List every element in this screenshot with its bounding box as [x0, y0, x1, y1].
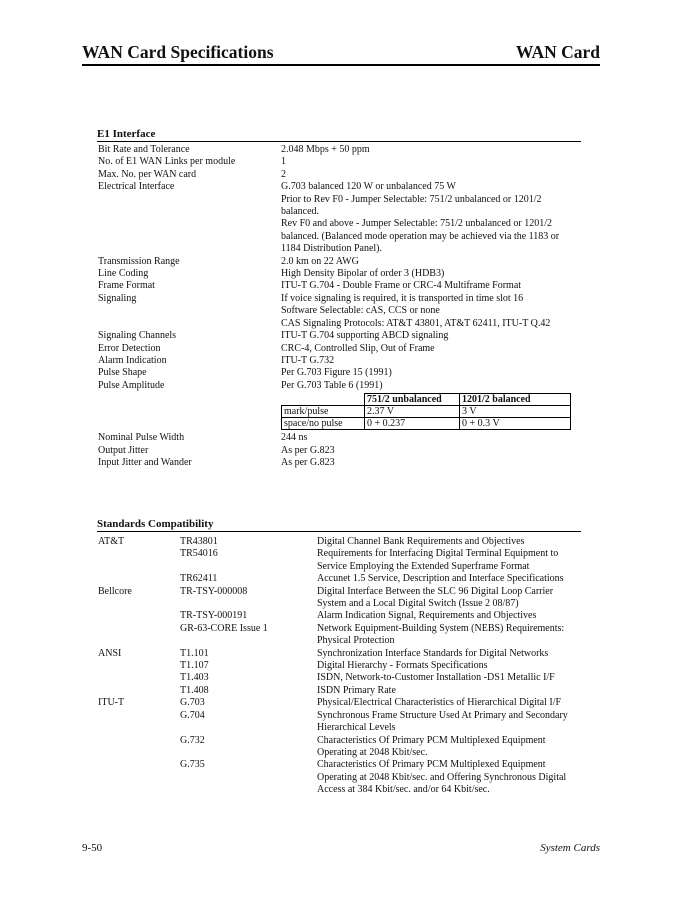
e1-section-title: E1 Interface [97, 128, 581, 142]
standard-org [98, 784, 180, 796]
spec-value: Software Selectable: cAS, CCS or none [281, 305, 440, 317]
standard-code: TR-TSY-000191 [180, 610, 248, 622]
e1-spec-list [98, 144, 582, 469]
spec-label [98, 218, 281, 230]
standard-org [98, 685, 180, 697]
standard-org [98, 635, 180, 647]
spec-label: Line Coding [98, 268, 149, 280]
standard-description: Digital Hierarchy - Formats Specifications [317, 660, 488, 672]
standard-code: TR62411 [180, 573, 218, 585]
spec-label [98, 243, 281, 255]
spec-value: ITU-T G.704 supporting ABCD signaling [281, 330, 449, 342]
spec-label: Frame Format [98, 280, 155, 292]
spec-value: 1184 Distribution Panel). [281, 243, 383, 255]
standard-description: Network Equipment-Building System (NEBS) Requirements: [317, 622, 565, 634]
spec-label: Pulse Amplitude [98, 379, 165, 391]
standard-code: TR-TSY-000008 [180, 585, 248, 597]
standard-row [98, 548, 582, 560]
spec-row [98, 445, 582, 457]
spec-row [98, 256, 582, 268]
standard-org [98, 660, 180, 672]
spec-value: 2.0 km on 22 AWG [281, 255, 359, 267]
spec-value: If voice signaling is required, it is transported in time slot 16 [281, 292, 524, 304]
spec-label [98, 318, 281, 330]
standard-code [180, 635, 317, 647]
standard-description: Synchronization Interface Standards for Digital Networks [317, 647, 549, 659]
spec-row [98, 243, 582, 255]
spec-label: Error Detection [98, 342, 161, 354]
standard-row [98, 635, 582, 647]
standard-org [98, 735, 180, 747]
standard-code [180, 772, 317, 784]
standard-code [180, 598, 317, 610]
standard-description: Operating at 2048 Kbit/sec. [317, 746, 428, 758]
spec-row [98, 280, 582, 292]
standard-org [98, 561, 180, 573]
spec-value: 1 [281, 156, 286, 168]
pulse-table-cell: 2.37 V [365, 406, 460, 418]
spec-value: As per G.823 [281, 444, 335, 456]
standard-row [98, 586, 582, 598]
standard-row [98, 735, 582, 747]
standard-org: ITU-T [98, 697, 125, 709]
standard-row [98, 772, 582, 784]
standard-description: Operating at 2048 Kbit/sec. and Offering Synchronous Digital [317, 771, 567, 783]
spec-label: Signaling Channels [98, 330, 177, 342]
spec-label: Signaling [98, 292, 137, 304]
spec-value: Prior to Rev F0 - Jumper Selectable: 751/2 unbalanced or 1201/2 [281, 193, 542, 205]
spec-value: ITU-T G.732 [281, 354, 335, 366]
spec-label: Input Jitter and Wander [98, 456, 192, 468]
standards-list [98, 536, 582, 797]
standard-org [98, 610, 180, 622]
standard-code: T1.101 [180, 647, 209, 659]
standard-description: Service Employing the Extended Superframe Format [317, 560, 530, 572]
spec-label [98, 231, 281, 243]
standard-org [98, 573, 180, 585]
standard-row [98, 536, 582, 548]
spec-label: Output Jitter [98, 444, 149, 456]
standard-description: Physical Protection [317, 635, 395, 647]
e1-rows-after [98, 432, 582, 469]
standard-org [98, 623, 180, 635]
standard-code [180, 784, 317, 796]
standard-description: Characteristics Of Primary PCM Multiplexed Equipment [317, 759, 546, 771]
spec-row [98, 432, 582, 444]
spec-row [98, 206, 582, 218]
standard-description: Accunet 1.5 Service, Description and Interface Specifications [317, 573, 564, 585]
spec-label: Nominal Pulse Width [98, 432, 185, 444]
page-number: 9-50 [82, 842, 103, 854]
pulse-table-corner [282, 394, 365, 406]
standard-description: Access at 384 Kbit/sec. and/or 64 Kbit/sec. [317, 784, 490, 796]
standard-row [98, 697, 582, 709]
standard-org: ANSI [98, 647, 122, 659]
header-section: WAN Card [515, 42, 600, 62]
standard-row [98, 722, 582, 734]
standard-org [98, 772, 180, 784]
standard-org [98, 672, 180, 684]
header-title: WAN Card Specifications [82, 42, 274, 62]
standard-org: AT&T [98, 536, 125, 547]
standard-code [180, 561, 317, 573]
standard-description: ISDN, Network-to-Customer Installation -DS1 Metallic I/F [317, 672, 555, 684]
pulse-table-cell: mark/pulse [282, 406, 365, 418]
standard-description: System and a Local Digital Switch (Issue 2 08/87) [317, 598, 519, 610]
standard-row [98, 573, 582, 585]
spec-value: Per G.703 Table 6 (1991) [281, 379, 383, 391]
spec-row [98, 305, 582, 317]
standard-org [98, 710, 180, 722]
standard-row [98, 660, 582, 672]
spec-label: Pulse Shape [98, 367, 147, 379]
spec-row [98, 194, 582, 206]
standard-description: Synchronous Frame Structure Used At Primary and Secondary [317, 709, 568, 721]
spec-value: balanced. (Balanced mode operation may be achieved via the 1183 or [281, 230, 560, 242]
pulse-table-cell: 0 + 0.3 V [460, 418, 571, 430]
standard-description: Hierarchical Levels [317, 722, 396, 734]
pulse-table-row [282, 418, 571, 430]
pulse-amplitude-table [281, 393, 571, 430]
spec-value: High Density Bipolar of order 3 (HDB3) [281, 268, 445, 280]
standard-code: T1.107 [180, 660, 209, 672]
standard-code: G.704 [180, 709, 205, 721]
spec-row [98, 380, 582, 392]
spec-row [98, 330, 582, 342]
spec-row [98, 156, 582, 168]
spec-value: CAS Signaling Protocols: AT&T 43801, AT&T 62411, ITU-T Q.42 [281, 317, 551, 329]
standard-description: Digital Channel Bank Requirements and Objectives [317, 536, 525, 547]
standard-description: Characteristics Of Primary PCM Multiplexed Equipment [317, 734, 546, 746]
standard-org [98, 598, 180, 610]
standard-org: Bellcore [98, 585, 132, 597]
e1-rows-before [98, 144, 582, 392]
standard-description: Alarm Indication Signal, Requirements and Objectives [317, 610, 537, 622]
spec-value: As per G.823 [281, 456, 335, 468]
spec-row [98, 367, 582, 379]
spec-value: G.703 balanced 120 W or unbalanced 75 W [281, 181, 456, 193]
spec-label: No. of E1 WAN Links per module [98, 156, 236, 168]
standard-description: Physical/Electrical Characteristics of Hierarchical Digital I/F [317, 697, 562, 709]
standard-code [180, 747, 317, 759]
spec-value: 2.048 Mbps + 50 ppm [281, 144, 370, 155]
spec-label: Electrical Interface [98, 181, 175, 193]
standard-code: TR54016 [180, 548, 218, 560]
spec-value: CRC-4, Controlled Slip, Out of Frame [281, 342, 435, 354]
spec-value: Per G.703 Figure 15 (1991) [281, 367, 392, 379]
standard-row [98, 672, 582, 684]
pulse-table-cell: 3 V [460, 406, 571, 418]
standard-row [98, 784, 582, 796]
spec-label: Alarm Indication [98, 354, 167, 366]
spec-label [98, 206, 281, 218]
spec-label [98, 305, 281, 317]
standard-row [98, 685, 582, 697]
standard-org [98, 759, 180, 771]
spec-value: Rev F0 and above - Jumper Selectable: 751/2 unbalanced or 1201/2 [281, 218, 553, 230]
spec-label: Bit Rate and Tolerance [98, 144, 190, 155]
standard-description: Digital Interface Between the SLC 96 Digital Loop Carrier [317, 585, 554, 597]
spec-row [98, 343, 582, 355]
spec-value: 244 ns [281, 432, 308, 444]
standard-row [98, 759, 582, 771]
standard-org [98, 747, 180, 759]
pulse-table-header-cell: 751/2 unbalanced [365, 394, 460, 406]
spec-row [98, 169, 582, 181]
spec-value: 2 [281, 168, 286, 180]
spec-row [98, 218, 582, 230]
spec-value: balanced. [281, 206, 320, 218]
standard-code: G.732 [180, 734, 205, 746]
standard-row [98, 623, 582, 635]
pulse-table-header-cell: 1201/2 balanced [460, 394, 571, 406]
pulse-table-header-row [282, 394, 571, 406]
spec-row [98, 293, 582, 305]
spec-label: Transmission Range [98, 255, 180, 267]
spec-label [98, 194, 281, 206]
spec-label: Max. No. per WAN card [98, 168, 197, 180]
standard-code: GR-63-CORE Issue 1 [180, 622, 268, 634]
spec-row [98, 355, 582, 367]
pulse-table-cell: space/no pulse [282, 418, 365, 430]
standard-code: T1.408 [180, 684, 209, 696]
page-header [82, 40, 600, 66]
standard-code [180, 722, 317, 734]
standard-description: ISDN Primary Rate [317, 684, 396, 696]
standards-section-title: Standards Compatibility [97, 518, 581, 532]
spec-row [98, 181, 582, 193]
standard-row [98, 598, 582, 610]
standard-row [98, 610, 582, 622]
standard-row [98, 648, 582, 660]
standard-code: G.703 [180, 697, 205, 709]
spec-row [98, 144, 582, 156]
pulse-table-row [282, 406, 571, 418]
standard-org [98, 548, 180, 560]
standard-code: TR43801 [180, 536, 218, 547]
standard-row [98, 747, 582, 759]
pulse-table-cell: 0 + 0.237 [365, 418, 460, 430]
spec-row [98, 268, 582, 280]
standard-code: T1.403 [180, 672, 209, 684]
standard-org [98, 722, 180, 734]
spec-row [98, 231, 582, 243]
spec-value: ITU-T G.704 - Double Frame or CRC-4 Multiframe Format [281, 280, 522, 292]
standard-row [98, 710, 582, 722]
standard-code: G.735 [180, 759, 205, 771]
footer-section: System Cards [540, 842, 600, 854]
spec-row [98, 457, 582, 469]
standard-row [98, 561, 582, 573]
standard-description: Requirements for Interfacing Digital Terminal Equipment to [317, 548, 559, 560]
spec-row [98, 318, 582, 330]
